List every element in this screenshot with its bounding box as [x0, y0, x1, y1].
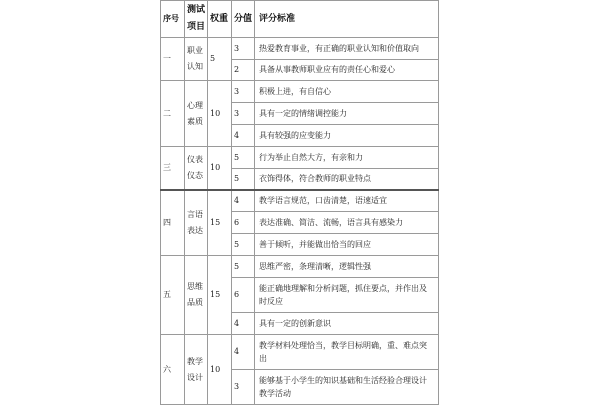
group-item-line2: 品质 [187, 298, 203, 307]
group-item-line1: 职业 [187, 46, 203, 56]
scoring-table [160, 0, 439, 405]
row-standard: 具有较强的应变能力 [255, 125, 439, 147]
row-standard: 教学语言规范，口齿清楚，语速适宜 [255, 190, 439, 212]
row-score: 5 [232, 169, 255, 190]
table-row [161, 81, 439, 103]
row-score: 3 [232, 370, 255, 405]
group-item [185, 81, 208, 147]
header-item-line1: 测试 [187, 5, 206, 16]
row-score: 4 [232, 335, 255, 370]
row-standard: 善于倾听，并能做出恰当的回应 [255, 234, 439, 256]
group-item-line2: 仪态 [187, 170, 203, 180]
row-standard-line1: 教学材料处理恰当，教学目标明确，重、难点突 [259, 340, 427, 350]
row-score: 3 [232, 38, 255, 60]
header-item [185, 1, 208, 38]
table-row [161, 147, 439, 169]
group-weight: 10 [208, 147, 232, 190]
row-standard: 行为举止自然大方，有亲和力 [255, 147, 439, 169]
group-weight: 5 [208, 38, 232, 81]
group-weight: 10 [208, 81, 232, 147]
header-weight: 权重 [208, 1, 232, 38]
group-no: 五 [161, 256, 185, 335]
group-item [185, 335, 208, 405]
group-item-line2: 设计 [187, 372, 203, 382]
group-item-line2: 素质 [187, 116, 203, 126]
row-score: 2 [232, 60, 255, 81]
header-row [161, 1, 439, 38]
row-standard [255, 335, 439, 370]
group-no: 二 [161, 81, 185, 147]
header-score: 分值 [232, 1, 255, 38]
group-item-line2: 认知 [187, 62, 203, 71]
table-row [161, 38, 439, 60]
row-standard-line2: 教学活动 [259, 388, 291, 398]
group-item [185, 256, 208, 335]
group-no: 四 [161, 190, 185, 256]
row-score: 6 [232, 278, 255, 313]
group-item [185, 38, 208, 81]
row-standard-line2: 时反应 [259, 296, 283, 306]
row-standard: 具备从事教师职业应有的责任心和爱心 [255, 60, 439, 81]
row-score: 6 [232, 212, 255, 234]
table-row [161, 335, 439, 370]
table-row [161, 256, 439, 278]
group-no: 三 [161, 147, 185, 190]
group-item-line1: 仪表 [187, 155, 203, 165]
header-no: 序号 [161, 1, 185, 38]
row-score: 4 [232, 313, 255, 335]
row-standard [255, 370, 439, 405]
group-item-line1: 思维 [187, 282, 203, 292]
group-item-line2: 表达 [187, 225, 203, 235]
group-no: 一 [161, 38, 185, 81]
group-item [185, 147, 208, 190]
table-row [161, 190, 439, 212]
row-score: 5 [232, 256, 255, 278]
row-standard: 积极上进，有自信心 [255, 81, 439, 103]
row-standard: 具有一定的创新意识 [255, 313, 439, 335]
row-standard-line1: 能够基于小学生的知识基础和生活经验合理设计 [259, 375, 427, 385]
group-weight: 15 [208, 190, 232, 256]
row-standard: 思维严密，条理清晰，逻辑性强 [255, 256, 439, 278]
row-standard: 具有一定的情绪调控能力 [255, 103, 439, 125]
row-standard-line1: 能正确地理解和分析问题，抓住要点，并作出及 [259, 283, 427, 293]
group-item [185, 190, 208, 256]
row-standard: 表达准确、简洁、流畅，语言具有感染力 [255, 212, 439, 234]
row-score: 3 [232, 81, 255, 103]
header-standard: 评分标准 [255, 1, 439, 38]
group-item-line1: 教学 [187, 356, 203, 366]
row-standard [255, 278, 439, 313]
row-score: 3 [232, 103, 255, 125]
row-standard: 衣饰得体，符合教师的职业特点 [255, 169, 439, 190]
group-weight: 10 [208, 335, 232, 405]
group-no: 六 [161, 335, 185, 405]
group-item-line1: 心理 [187, 100, 203, 110]
header-item-line2: 项目 [187, 22, 206, 32]
group-weight: 15 [208, 256, 232, 335]
row-standard-line2: 出 [259, 353, 267, 363]
row-score: 4 [232, 125, 255, 147]
row-score: 5 [232, 147, 255, 169]
row-standard: 热爱教育事业，有正确的职业认知和价值取向 [255, 38, 439, 60]
row-score: 5 [232, 234, 255, 256]
row-score: 4 [232, 190, 255, 212]
group-item-line1: 言语 [187, 210, 203, 220]
